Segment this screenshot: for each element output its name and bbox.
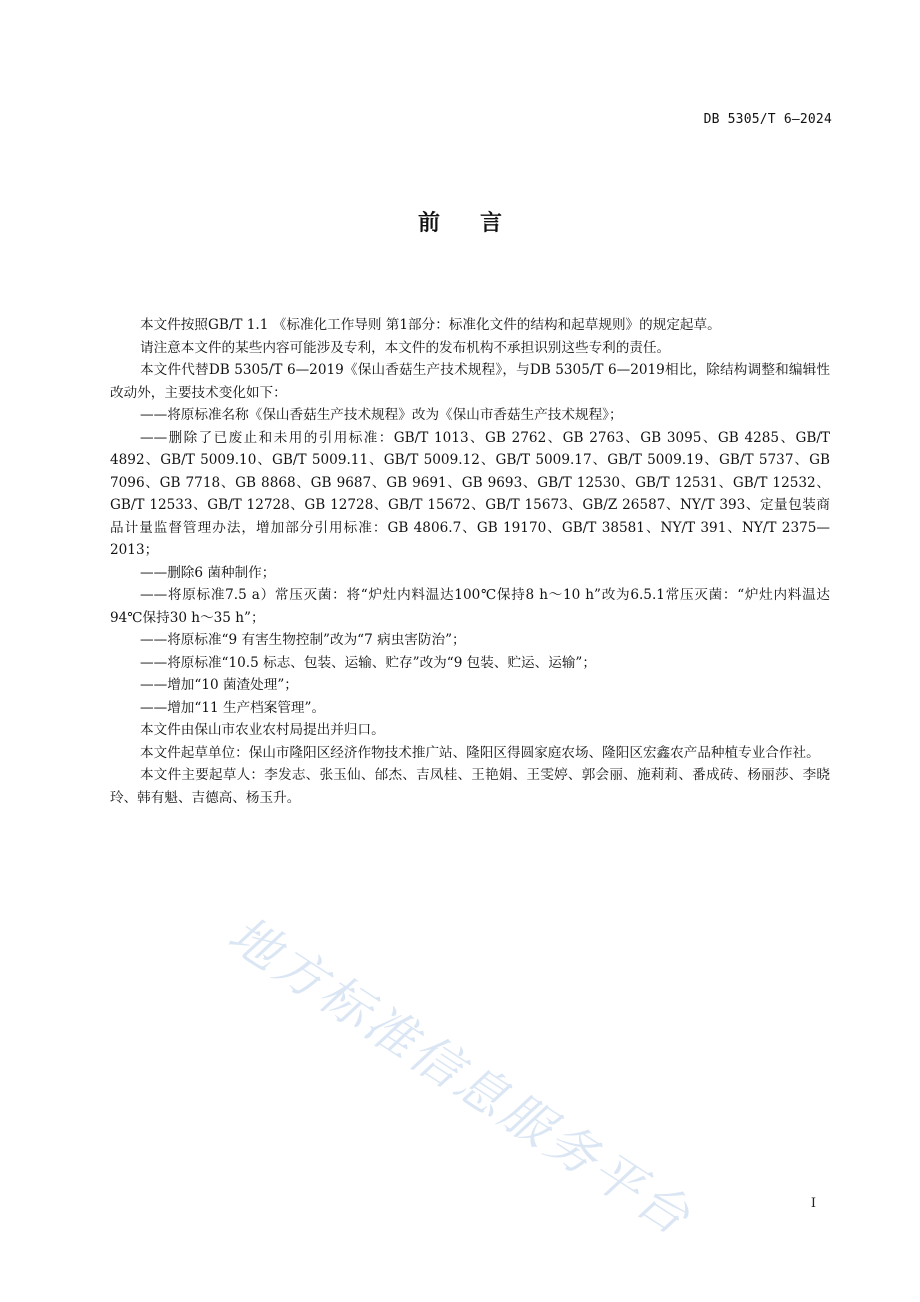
change-item: ——增加“11 生产档案管理”。 (140, 699, 326, 716)
paragraph-drafting-rules: 本文件按照GB/T 1.1 《标准化工作导则 第1部分：标准化文件的结构和起草规则》的规定起草。 (140, 317, 721, 333)
change-item: ——删除6 菌种制作； (140, 564, 276, 581)
change-item: ——将原标准名称《保山香菇生产技术规程》改为《保山市香菇生产技术规程》； (140, 407, 623, 423)
change-item: ——将原标准“10.5 标志、包装、运输、贮存”改为“9 包装、贮运、运输”； (140, 654, 596, 671)
paragraph-proposer: 本文件由保山市农业农村局提出并归口。 (140, 722, 385, 738)
change-item: ——将原标准7.5 a）常压灭菌：将“炉灶内料温达100℃保持8 h～10 h”改为6.5.1常压灭菌：“炉灶内料温达94℃保持30 h～35 h”； (110, 587, 830, 626)
change-item: ——将原标准“9 有害生物控制”改为“7 病虫害防治”； (140, 632, 466, 648)
change-item: ——删除了已废止和未用的引用标准：GB/T 1013、GB 2762、GB 2763、GB 3095、GB 4285、GB/T 4892、GB/T 5009.10、GB/T 5009.11、GB/T 5009.12、GB/T 5009.17、GB/T 5009.19、GB/T 5737、GB 7096、GB 7718、GB 8868、GB 9687、GB 9691、GB 9693、GB/T 12530、GB/T 12531、GB/T 12532、GB/T 12533、GB/T 12728、GB 12728、GB/T 15672、GB/T 15673、GB/Z 26587、NY/T 393、定量包装商品计量监督管理办法，增加部分引用标准：GB 4806.7、GB 19170、GB/T 38581、NY/T 391、NY/T 2375—2013； (110, 429, 830, 558)
page-title: 前言 (417, 211, 542, 236)
paragraph-replacement: 本文件代替DB 5305/T 6—2019《保山香菇生产技术规程》，与DB 5305/T 6—2019相比，除结构调整和编辑性改动外，主要技术变化如下： (110, 362, 830, 401)
paragraph-patent-notice: 请注意本文件的某些内容可能涉及专利，本文件的发布机构不承担识别这些专利的责任。 (140, 339, 671, 356)
paragraph-drafters: 本文件主要起草人：李发志、张玉仙、邰杰、吉凤桂、王艳娟、王雯婷、郭会丽、施莉莉、番成砖、杨丽莎、李晓玲、韩有魁、吉德高、杨玉升。 (110, 767, 830, 806)
page-number: I (810, 1196, 816, 1211)
watermark: 地方标准信息服务平台 (218, 905, 703, 1248)
change-item: ——增加“10 菌渣处理”； (140, 677, 298, 693)
document-number: DB 5305/T 6—2024 (703, 112, 832, 127)
foreword-body (110, 314, 830, 809)
paragraph-drafting-units: 本文件起草单位：保山市隆阳区经济作物技术推广站、隆阳区得圆家庭农场、隆阳区宏鑫农产品种植专业合作社。 (140, 744, 820, 761)
